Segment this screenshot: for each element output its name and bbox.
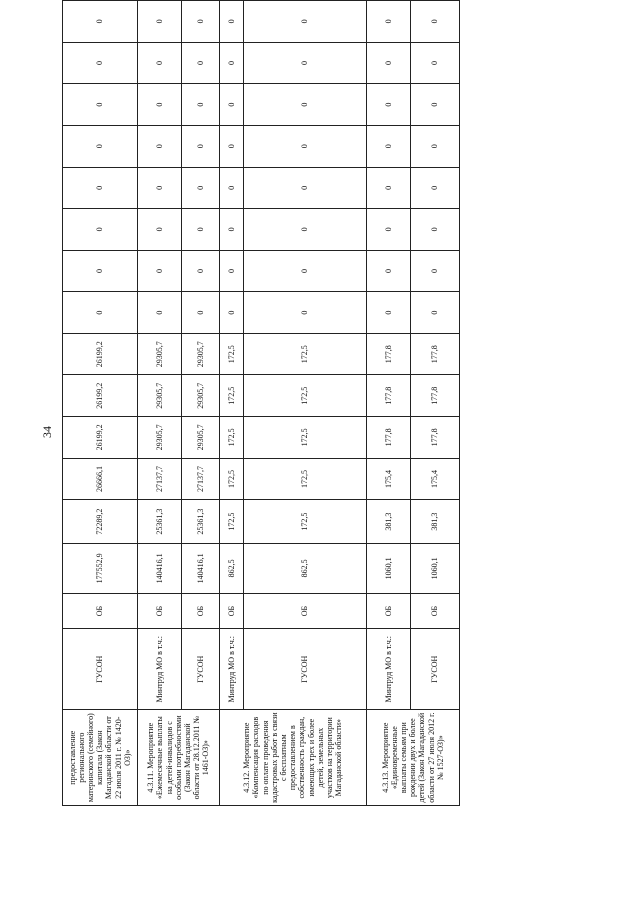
value-cell: 26666,1: [63, 458, 138, 500]
value-cell: 172,5: [219, 458, 243, 500]
row-description: 4.3.13. Мероприятие «Единовременные выплаты семьям при рождении двух и более детей (Закон Магаданской области от 27 июля 2012 г. № 1527-ОЗ)»: [366, 710, 459, 806]
budget-table: [62, 0, 460, 806]
value-cell: 0: [219, 209, 243, 251]
value-cell: 25361,3: [182, 500, 220, 544]
value-cell: 862,5: [244, 543, 366, 593]
executor-cell: ГУСОН: [63, 629, 138, 710]
funding-source-cell: ОБ: [411, 593, 460, 628]
value-cell: 0: [244, 1, 366, 43]
value-cell: 0: [63, 84, 138, 126]
table-body: [63, 1, 460, 806]
value-cell: 0: [137, 209, 181, 251]
value-cell: 140416,1: [182, 543, 220, 593]
value-cell: 172,5: [219, 500, 243, 544]
value-cell: 0: [182, 84, 220, 126]
value-cell: 0: [366, 209, 410, 251]
value-cell: 177552,9: [63, 543, 138, 593]
funding-source-cell: ОБ: [63, 593, 138, 628]
table-row: [219, 1, 243, 806]
value-cell: 1060,1: [411, 543, 460, 593]
value-cell: 177,8: [411, 333, 460, 375]
table-wrapper: [62, 0, 460, 806]
value-cell: 177,8: [366, 333, 410, 375]
value-cell: 172,5: [244, 375, 366, 417]
value-cell: 0: [137, 250, 181, 292]
value-cell: 175,4: [411, 458, 460, 500]
value-cell: 862,5: [219, 543, 243, 593]
value-cell: 0: [137, 84, 181, 126]
value-cell: 29305,7: [182, 375, 220, 417]
row-description: 4.3.11. Мероприятие «Ежемесячные выплаты на детей-инвалидов с особыми потребностями (Закон Магаданской области от 28.12.2011 № 1461-ОЗ)»: [137, 710, 219, 806]
value-cell: 0: [219, 167, 243, 209]
funding-source-cell: ОБ: [219, 593, 243, 628]
value-cell: 72289,2: [63, 500, 138, 544]
value-cell: 0: [244, 167, 366, 209]
funding-source-cell: ОБ: [182, 593, 220, 628]
funding-source-cell: ОБ: [244, 593, 366, 628]
page-number: 34: [40, 426, 54, 438]
value-cell: 381,3: [411, 500, 460, 544]
table-row: [366, 1, 410, 806]
value-cell: 25361,3: [137, 500, 181, 544]
executor-cell: Минтруд МО в т.ч.:: [137, 629, 181, 710]
executor-cell: Минтруд МО в т.ч.:: [219, 629, 243, 710]
value-cell: 172,5: [219, 417, 243, 459]
value-cell: 177,8: [366, 375, 410, 417]
table-row: [182, 1, 220, 806]
value-cell: 0: [63, 167, 138, 209]
executor-cell: ГУСОН: [411, 629, 460, 710]
value-cell: 0: [137, 292, 181, 334]
value-cell: 0: [411, 84, 460, 126]
value-cell: 177,8: [411, 375, 460, 417]
value-cell: 0: [411, 209, 460, 251]
value-cell: 0: [63, 209, 138, 251]
value-cell: 0: [182, 167, 220, 209]
value-cell: 172,5: [244, 417, 366, 459]
value-cell: 0: [366, 167, 410, 209]
value-cell: 26199,2: [63, 375, 138, 417]
table-row: [137, 1, 181, 806]
value-cell: 0: [219, 250, 243, 292]
value-cell: 29305,7: [182, 333, 220, 375]
value-cell: 172,5: [244, 458, 366, 500]
value-cell: 0: [182, 125, 220, 167]
funding-source-cell: ОБ: [137, 593, 181, 628]
value-cell: 0: [244, 292, 366, 334]
value-cell: 0: [182, 209, 220, 251]
value-cell: 0: [182, 250, 220, 292]
row-description: предоставление регионального материнского (семейного) капитала (Закон Магаданской области от 22 июля 2011 г. № 1420-ОЗ)»: [63, 710, 138, 806]
value-cell: 172,5: [244, 333, 366, 375]
value-cell: 172,5: [219, 333, 243, 375]
value-cell: 177,8: [366, 417, 410, 459]
value-cell: 0: [137, 42, 181, 84]
value-cell: 0: [244, 125, 366, 167]
value-cell: 0: [411, 250, 460, 292]
value-cell: 0: [63, 1, 138, 43]
value-cell: 0: [219, 42, 243, 84]
value-cell: 0: [63, 42, 138, 84]
value-cell: 0: [411, 125, 460, 167]
value-cell: 27137,7: [137, 458, 181, 500]
value-cell: 29305,7: [137, 417, 181, 459]
value-cell: 172,5: [219, 375, 243, 417]
value-cell: 0: [366, 292, 410, 334]
value-cell: 0: [219, 125, 243, 167]
value-cell: 27137,7: [182, 458, 220, 500]
value-cell: 0: [244, 84, 366, 126]
value-cell: 0: [244, 42, 366, 84]
value-cell: 0: [366, 125, 410, 167]
value-cell: 0: [366, 1, 410, 43]
value-cell: 177,8: [411, 417, 460, 459]
value-cell: 0: [63, 250, 138, 292]
value-cell: 0: [244, 250, 366, 292]
value-cell: 172,5: [244, 500, 366, 544]
value-cell: 1060,1: [366, 543, 410, 593]
value-cell: 0: [219, 1, 243, 43]
value-cell: 0: [411, 167, 460, 209]
value-cell: 0: [137, 1, 181, 43]
table-row: [244, 1, 366, 806]
value-cell: 0: [411, 292, 460, 334]
value-cell: 0: [411, 42, 460, 84]
value-cell: 0: [244, 209, 366, 251]
value-cell: 0: [219, 292, 243, 334]
value-cell: 0: [182, 42, 220, 84]
executor-cell: ГУСОН: [182, 629, 220, 710]
value-cell: 0: [63, 125, 138, 167]
value-cell: 29305,7: [182, 417, 220, 459]
funding-source-cell: ОБ: [366, 593, 410, 628]
value-cell: 0: [219, 84, 243, 126]
value-cell: 0: [182, 292, 220, 334]
value-cell: 26199,2: [63, 417, 138, 459]
value-cell: 0: [137, 125, 181, 167]
value-cell: 0: [411, 1, 460, 43]
value-cell: 140416,1: [137, 543, 181, 593]
value-cell: 0: [137, 167, 181, 209]
executor-cell: ГУСОН: [244, 629, 366, 710]
executor-cell: Минтруд МО в т.ч.:: [366, 629, 410, 710]
value-cell: 29305,7: [137, 333, 181, 375]
value-cell: 0: [366, 42, 410, 84]
value-cell: 0: [63, 292, 138, 334]
table-row: [63, 1, 138, 806]
value-cell: 175,4: [366, 458, 410, 500]
value-cell: 26199,2: [63, 333, 138, 375]
table-row: [411, 1, 460, 806]
value-cell: 0: [366, 250, 410, 292]
row-description: 4.3.12. Мероприятие «Компенсация расходов по оплате проведения кадастровых работ в связи с бесплатным предоставлением в собственность граждан, имеющих трех и более детей, земельных участков на территории Магаданской области»: [219, 710, 366, 806]
value-cell: 0: [366, 84, 410, 126]
value-cell: 29305,7: [137, 375, 181, 417]
value-cell: 381,3: [366, 500, 410, 544]
value-cell: 0: [182, 1, 220, 43]
